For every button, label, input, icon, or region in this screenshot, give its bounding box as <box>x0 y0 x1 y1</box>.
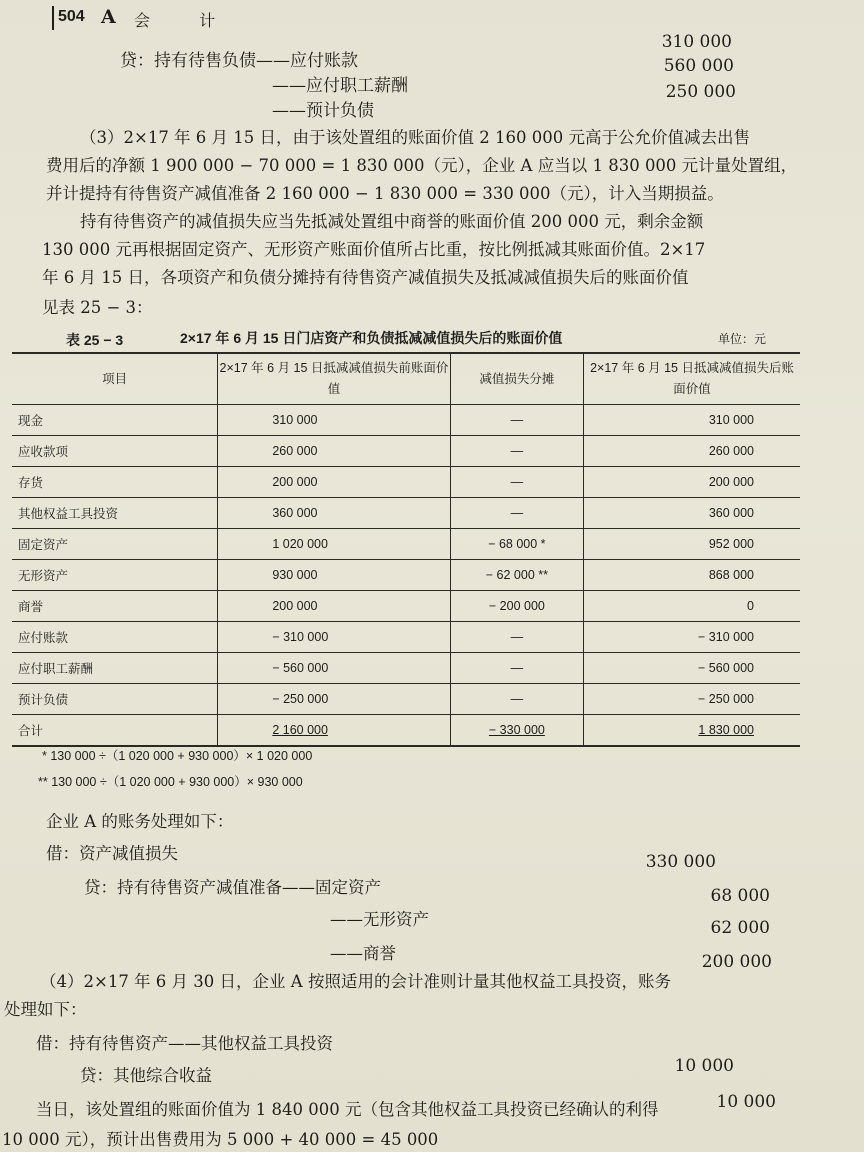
cell: − 200 000 <box>450 591 583 622</box>
cell: 存货 <box>12 467 218 498</box>
amount-payables: 560 000 <box>663 56 734 76</box>
cell: 260 000 <box>218 436 450 467</box>
cell: 应付职工薪酬 <box>12 653 218 684</box>
journal-credit-line: ——预计负债 <box>272 101 374 121</box>
table-row <box>12 529 800 560</box>
header-rule <box>52 6 54 30</box>
amount-oci: 10 000 <box>674 1056 734 1076</box>
table-row <box>12 498 800 529</box>
cell: 1 830 000 <box>584 715 800 747</box>
table-label: 表 25 − 3 <box>66 332 124 348</box>
amount-salaries: 250 000 <box>665 82 736 102</box>
cell: — <box>450 622 583 653</box>
paragraph-line: 当日，该处置组的账面价值为 1 840 000 元（包含其他权益工具投资已经确认的利得 <box>36 1100 659 1119</box>
paragraph-line: 并计提持有待售资产减值准备 2 160 000 − 1 830 000 = 330 000（元），计入当期损益。 <box>46 184 724 203</box>
journal-debit-line: 借：持有待售资产——其他权益工具投资 <box>36 1034 333 1053</box>
paragraph-line: 130 000 元再根据固定资产、无形资产账面价值所占比重，按比例抵减其账面价值。2×17 <box>42 240 706 259</box>
data-table <box>12 352 800 747</box>
table-row <box>12 684 800 715</box>
col-header-before: 2×17 年 6 月 15 日抵减减值损失前账面价值 <box>218 353 450 405</box>
cell: — <box>450 405 583 436</box>
cell: 200 000 <box>218 591 450 622</box>
cell: 310 000 <box>218 405 450 436</box>
col-header-after: 2×17 年 6 月 15 日抵减减值损失后账面价值 <box>584 353 800 405</box>
col-header-item: 项目 <box>12 353 218 405</box>
table-row <box>12 591 800 622</box>
publisher-logo: A <box>101 6 116 28</box>
cell: 310 000 <box>584 405 800 436</box>
amount-impairment: 330 000 <box>645 852 716 872</box>
table-total-row <box>12 715 800 747</box>
cell: 952 000 <box>584 529 800 560</box>
cell: 2 160 000 <box>218 715 450 747</box>
cell: − 310 000 <box>218 622 450 653</box>
cell: − 330 000 <box>450 715 583 747</box>
journal-credit-line: ——商誉 <box>330 944 396 963</box>
table-row <box>12 436 800 467</box>
cell: 868 000 <box>584 560 800 591</box>
cell: — <box>450 684 583 715</box>
cell: 360 000 <box>218 498 450 529</box>
paragraph-line: （4）2×17 年 6 月 30 日，企业 A 按照适用的会计准则计量其他权益工具投资，账务 <box>40 972 671 991</box>
page-number: 504 <box>58 8 85 25</box>
journal-credit-line: ——应付职工薪酬 <box>272 76 408 96</box>
amount-goodwill: 200 000 <box>701 952 772 972</box>
cell: 930 000 <box>218 560 450 591</box>
paragraph-line: 10 000 元），预计出售费用为 5 000 + 40 000 = 45 000 <box>2 1130 439 1149</box>
cell: 200 000 <box>584 467 800 498</box>
cell: 无形资产 <box>12 560 218 591</box>
amount-extra: 10 000 <box>716 1092 776 1112</box>
cell: − 250 000 <box>584 684 800 715</box>
cell: 260 000 <box>584 436 800 467</box>
cell: − 560 000 <box>584 653 800 684</box>
footnote: ** 130 000 ÷（1 020 000 + 930 000）× 930 000 <box>38 775 303 789</box>
cell: − 560 000 <box>218 653 450 684</box>
footnote: * 130 000 ÷（1 020 000 + 930 000）× 1 020 000 <box>42 749 313 763</box>
cell: 其他权益工具投资 <box>12 498 218 529</box>
amount-intangibles: 62 000 <box>710 918 770 938</box>
cell: 商誉 <box>12 591 218 622</box>
cell: − 250 000 <box>218 684 450 715</box>
cell: 应付账款 <box>12 622 218 653</box>
paragraph-line: （3）2×17 年 6 月 15 日，由于该处置组的账面价值 2 160 000 元高于公允价值减去出售 <box>80 128 750 147</box>
journal-credit-line: 贷：其他综合收益 <box>80 1066 212 1085</box>
paragraph-line: 见表 25 − 3： <box>42 298 153 317</box>
table-row <box>12 467 800 498</box>
cell: − 68 000 * <box>450 529 583 560</box>
table-row <box>12 560 800 591</box>
cell: — <box>450 436 583 467</box>
cell: 固定资产 <box>12 529 218 560</box>
cell: — <box>450 467 583 498</box>
cell: 合计 <box>12 715 218 747</box>
table-row <box>12 622 800 653</box>
table-row <box>12 405 800 436</box>
journal-credit-line: 贷：持有待售负债——应付账款 <box>120 51 358 71</box>
cell: 1 020 000 <box>218 529 450 560</box>
col-header-allocation: 减值损失分摊 <box>450 353 583 405</box>
amount-cash: 310 000 <box>661 32 732 52</box>
cell: 应收款项 <box>12 436 218 467</box>
journal-debit-line: 借：资产减值损失 <box>46 844 178 863</box>
cell: 200 000 <box>218 467 450 498</box>
paragraph-line: 企业 A 的账务处理如下： <box>46 812 234 831</box>
cell: − 310 000 <box>584 622 800 653</box>
journal-credit-line: ——无形资产 <box>330 910 429 929</box>
journal-credit-line: 贷：持有待售资产减值准备——固定资产 <box>84 878 381 897</box>
cell: 现金 <box>12 405 218 436</box>
paragraph-line: 年 6 月 15 日，各项资产和负债分摊持有待售资产减值损失及抵减减值损失后的账面价值 <box>42 268 689 287</box>
cell: — <box>450 498 583 529</box>
cell: 0 <box>584 591 800 622</box>
cell: 预计负债 <box>12 684 218 715</box>
table-unit: 单位：元 <box>718 332 767 346</box>
paragraph-line: 费用后的净额 1 900 000 − 70 000 = 1 830 000（元），企业 A 应当以 1 830 000 元计量处置组， <box>46 156 798 175</box>
paragraph-line: 处理如下： <box>4 1000 87 1019</box>
paragraph-line: 持有待售资产的减值损失应当先抵减处置组中商誉的账面价值 200 000 元，剩余金额 <box>80 212 704 231</box>
table-title: 2×17 年 6 月 15 日门店资产和负债抵减减值损失后的账面价值 <box>180 330 563 346</box>
table-row <box>12 653 800 684</box>
cell: 360 000 <box>584 498 800 529</box>
running-header: 会 计 <box>134 11 238 30</box>
cell: — <box>450 653 583 684</box>
cell: − 62 000 ** <box>450 560 583 591</box>
table-header-row <box>12 353 800 405</box>
amount-fixed-assets: 68 000 <box>710 886 770 906</box>
